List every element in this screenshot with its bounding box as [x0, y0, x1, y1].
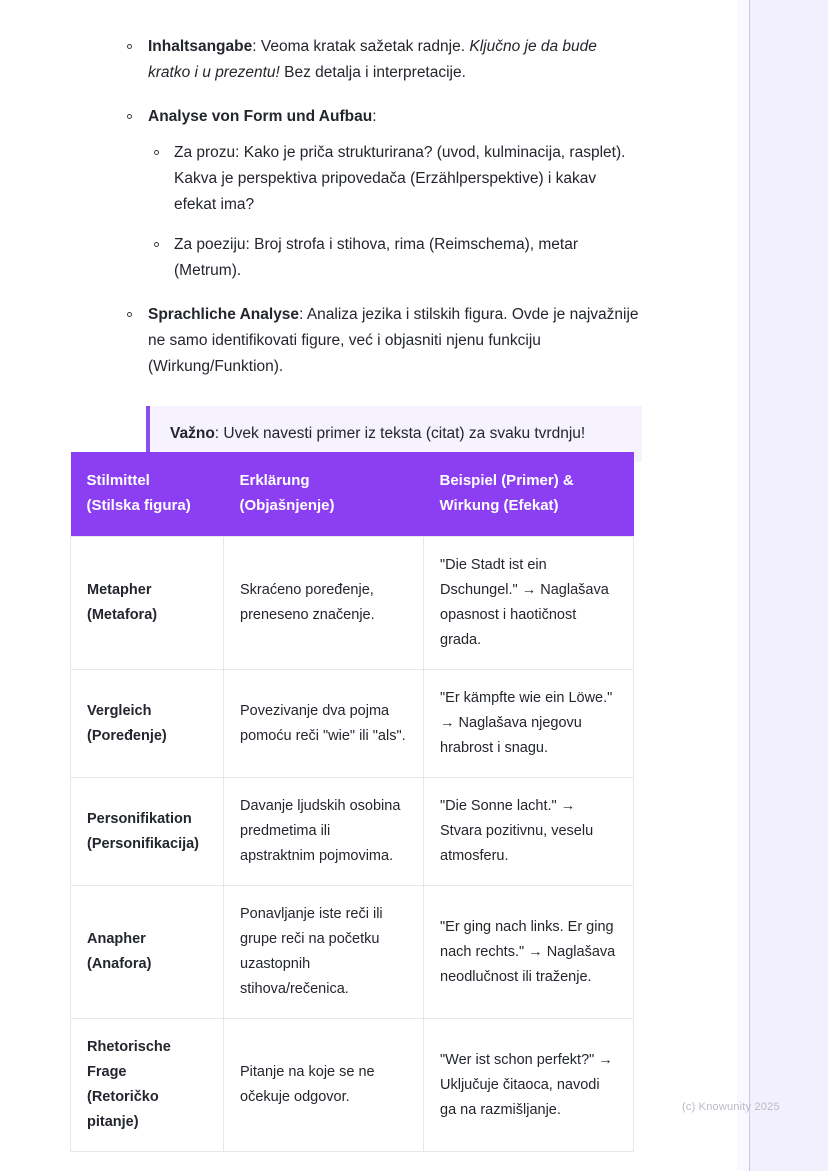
cell-term	[71, 670, 224, 778]
bullet-separator: :	[372, 108, 377, 125]
cell-example: "Er ging nach links. Er ging nach rechts." → Naglašava neodlučnost ili traženje.	[424, 886, 634, 1019]
bullet-title: Analyse von Form und Aufbau	[148, 108, 373, 125]
column-header-line: Stilmittel	[86, 472, 150, 489]
sub-bullet-list	[148, 140, 642, 284]
cell-term	[71, 886, 224, 1019]
column-header-line: Beispiel (Primer) &	[439, 472, 574, 489]
bullet-text: Analiza jezika i stilskih figura. Ovde je najvažnije ne samo identifikovati figure, već i objasniti njenu funkciju (Wirkung/Funktion).	[148, 306, 639, 375]
document-body	[120, 34, 642, 462]
term-line: (Personifikacija)	[87, 835, 200, 852]
term-line: Anapher	[87, 931, 146, 947]
table-row	[71, 778, 634, 886]
term-line: Metapher	[87, 582, 152, 598]
bullet-list	[120, 34, 642, 380]
table-row	[71, 886, 634, 1019]
term-line: (Anafora)	[87, 956, 152, 972]
table-body	[71, 537, 634, 1152]
term-line: (Metafora)	[87, 607, 158, 623]
term-line: (Poređenje)	[87, 727, 167, 744]
table-row	[71, 1019, 634, 1152]
table-row	[71, 537, 634, 670]
table-header-row	[71, 452, 634, 537]
watermark: (c) Knowunity 2025	[682, 1101, 780, 1113]
stilmittel-table-container	[70, 452, 633, 1152]
term-line: pitanje)	[87, 1114, 139, 1130]
bullet-title: Inhaltsangabe	[148, 38, 253, 55]
term-line: Personifikation	[87, 810, 192, 827]
table-header	[71, 452, 634, 537]
cell-explanation: Ponavljanje iste reči ili grupe reči na početku uzastopnih stihova/rečenica.	[224, 886, 424, 1019]
column-header-beispiel	[424, 452, 634, 537]
cell-term	[71, 778, 224, 886]
bullet-separator: :	[252, 38, 261, 55]
bullet-text-tail: Bez detalja i interpretacije.	[279, 64, 466, 81]
cell-example: "Die Stadt ist ein Dschungel." → Naglašava opasnost i haotičnost grada.	[424, 537, 634, 670]
column-header-erklaerung	[224, 452, 424, 537]
cell-explanation: Povezivanje dva pojma pomoću reči "wie" ili "als".	[224, 670, 424, 778]
cell-explanation: Pitanje na koje se ne očekuje odgovor.	[224, 1019, 424, 1152]
cell-term	[71, 1019, 224, 1152]
column-header-line: (Stilska figura)	[86, 497, 191, 514]
term-line: Frage	[87, 1064, 127, 1080]
page-edge-highlight	[737, 0, 749, 1171]
column-header-line: (Objašnjenje)	[239, 497, 335, 514]
column-header-line: Erklärung	[239, 472, 310, 489]
list-item	[120, 302, 642, 380]
callout-text: Uvek navesti primer iz teksta (citat) za svaku tvrdnju!	[223, 425, 586, 442]
term-line: Vergleich	[87, 702, 152, 719]
cell-explanation: Skraćeno poređenje, preneseno značenje.	[224, 537, 424, 670]
bullet-emphasis: Ključno je da bude kratko i u prezentu!	[148, 38, 597, 81]
bullet-title: Sprachliche Analyse	[148, 306, 300, 323]
term-line: Rhetorische	[87, 1039, 171, 1055]
table-row	[71, 670, 634, 778]
cell-example: "Er kämpfte wie ein Löwe." → Naglašava njegovu hrabrost i snagu.	[424, 670, 634, 778]
cell-example: "Wer ist schon perfekt?" → Uključuje čitaoca, navodi ga na razmišljanje.	[424, 1019, 634, 1152]
cell-example: "Die Sonne lacht." → Stvara pozitivnu, veselu atmosferu.	[424, 778, 634, 886]
list-item	[120, 34, 642, 86]
list-item: Za prozu: Kako je priča strukturirana? (uvod, kulminacija, rasplet). Kakva je perspektiva pripovedača (Erzählperspektive) i kakav efekat ima?	[148, 140, 642, 218]
list-item	[120, 104, 642, 284]
callout-label: Važno	[170, 425, 215, 442]
cell-term	[71, 537, 224, 670]
bullet-text: Veoma kratak sažetak radnje.	[260, 38, 470, 55]
column-header-line: Wirkung (Efekat)	[439, 497, 559, 514]
bullet-separator: :	[299, 306, 307, 323]
term-line: (Retoričko	[87, 1089, 159, 1105]
list-item: Za poeziju: Broj strofa i stihova, rima (Reimschema), metar (Metrum).	[148, 232, 642, 284]
column-header-stilmittel	[71, 452, 224, 537]
callout-separator: :	[214, 425, 224, 442]
page-side-panel	[750, 0, 828, 1171]
stilmittel-table	[70, 452, 634, 1152]
cell-explanation: Davanje ljudskih osobina predmetima ili apstraktnim pojmovima.	[224, 778, 424, 886]
